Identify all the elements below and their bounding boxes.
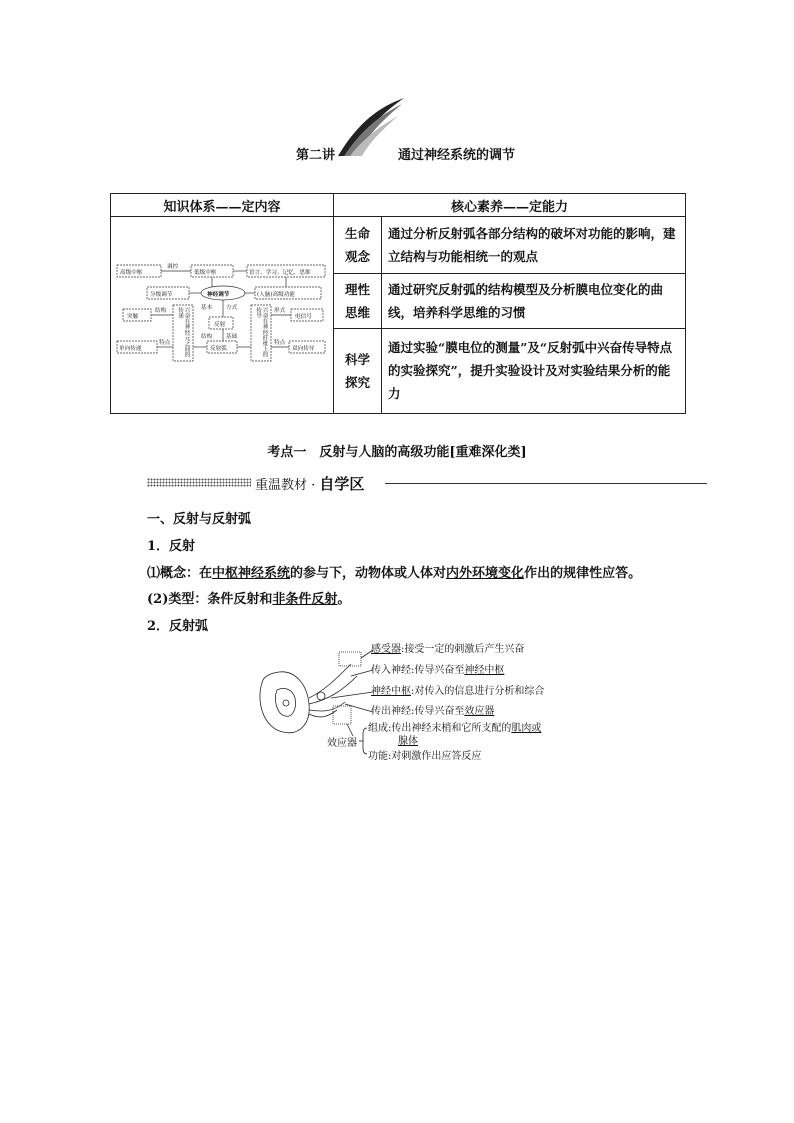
svg-text:感受器:接受一定的刺激后产生兴奋: [371, 642, 524, 655]
subheading-reflex-arc: 2．反射弧: [147, 619, 209, 634]
svg-text:传入神经:传导兴奋至神经中枢: [371, 663, 504, 676]
svg-text:神经中枢:对传入的信息进行分析和综合: [371, 684, 544, 697]
arc-comp: 组成: [368, 723, 388, 734]
exam-point-heading: 考点一 反射与人脑的高级功能[重难深化类]: [267, 445, 527, 460]
cm-synapse: 突触: [127, 314, 139, 320]
cm-feature1: 特点: [159, 340, 171, 346]
cm-regulate: 调控: [167, 264, 179, 270]
cm-form: 形式: [274, 308, 286, 314]
concept-map-cell: [111, 217, 334, 414]
cm-one-way: 单向传递: [119, 346, 142, 352]
arc-afferent-target: 神经中枢: [464, 665, 505, 676]
lecture-number: 第二讲: [296, 148, 336, 163]
row-label-life: 生命 观念: [334, 217, 382, 274]
arc-comp-muscle: 肌肉或: [511, 723, 542, 734]
svg-text:组成:传出神经末梢和它所支配的肌肉或: [368, 721, 541, 734]
cm-foundation: 基础: [226, 334, 238, 340]
cm-reflex: 反射: [214, 322, 226, 328]
cm-hierarchical: 分级调节: [150, 292, 173, 298]
arc-comp-gland: 腺体: [398, 736, 418, 747]
cm-lower-center: 低级中枢: [194, 270, 217, 276]
arc-efferent-desc: :传导兴奋至: [411, 706, 465, 717]
section-banner: [147, 472, 707, 492]
arc-afferent-desc: :传导兴奋至: [411, 665, 465, 676]
section-heading: 一、反射与反射弧: [147, 512, 252, 527]
reflex-types: (2)类型：条件反射和非条件反射。: [147, 592, 351, 607]
cm-structure1: 结构: [155, 308, 167, 314]
arc-receptor-desc: :接受一定的刺激后产生兴奋: [401, 644, 525, 655]
cm-basic: 基本: [201, 305, 213, 311]
cm-mode: 方式: [226, 305, 238, 311]
cm-along-fiber: 兴奋在神经纤维上的传导: [255, 307, 268, 358]
reflex-arc-diagram: [255, 640, 575, 770]
row-label-rational: 理性 思维: [334, 274, 382, 328]
row-text-life: 通过分析反射弧各部分结构的破坏对功能的影响，建立结构与功能相统一的观点: [382, 217, 686, 274]
overview-table: [110, 193, 686, 414]
arc-comp-desc: :传出神经末梢和它所支配的: [388, 723, 512, 734]
lecture-topic: 通过神经系统的调节: [398, 148, 516, 163]
cm-structure2: 结构: [201, 334, 213, 340]
cm-higher-center: 高级中枢: [120, 270, 143, 276]
header-knowledge: 知识体系——定内容: [111, 194, 334, 217]
banner-dots: [147, 478, 251, 487]
arc-effector: 效应器: [327, 738, 357, 749]
cm-reflex-arc: 反射弧: [210, 346, 227, 352]
cm-between-neurons: 兴奋在神经元之间的传递: [177, 307, 190, 358]
row-text-rational: 通过研究反射弧的结构模型及分析膜电位变化的曲线，培养科学思维的习惯: [382, 274, 686, 328]
row-text-science: 通过实验“膜电位的测量”及“反射弧中兴奋传导特点的实验探究”，提升实验设计及对实验结果分析的能力: [382, 328, 686, 414]
svg-text:功能:对刺激作出应答反应: [368, 749, 481, 762]
subheading-reflex: 1．反射: [147, 539, 196, 554]
row-label-science: 科学 探究: [334, 328, 382, 414]
arc-center: 神经中枢: [371, 686, 411, 697]
cm-brain-functions: 语言、学习、记忆、思维: [249, 270, 311, 276]
banner-rule: [385, 483, 707, 484]
cm-human-brain: (人脑)高级功能: [257, 292, 295, 298]
banner-text: 重温教材 · 自学区: [255, 475, 365, 493]
arc-func-desc: :对刺激作出应答反应: [388, 751, 482, 762]
cm-two-way: 双向传导: [292, 346, 315, 352]
arc-efferent-target: 效应器: [464, 706, 495, 717]
cm-center: 神经调节: [207, 292, 230, 298]
reflex-concept: ⑴概念：在中枢神经系统的参与下，动物体或人体对内外环境变化作出的规律性应答。: [147, 566, 642, 581]
arc-receptor: 感受器: [371, 644, 401, 655]
lecture-title: [0, 144, 794, 164]
concept-map: [111, 217, 333, 413]
arc-efferent: 传出神经: [371, 706, 411, 717]
arc-afferent: 传入神经: [371, 665, 411, 676]
cm-feature2: 特点: [274, 340, 286, 346]
svg-text:传出神经:传导兴奋至效应器: [371, 704, 494, 717]
cm-signal: 电信号: [295, 314, 312, 320]
arc-func: 功能: [368, 751, 388, 762]
arc-center-desc: :对传入的信息进行分析和综合: [411, 686, 545, 697]
header-competence: 核心素养——定能力: [334, 194, 686, 217]
